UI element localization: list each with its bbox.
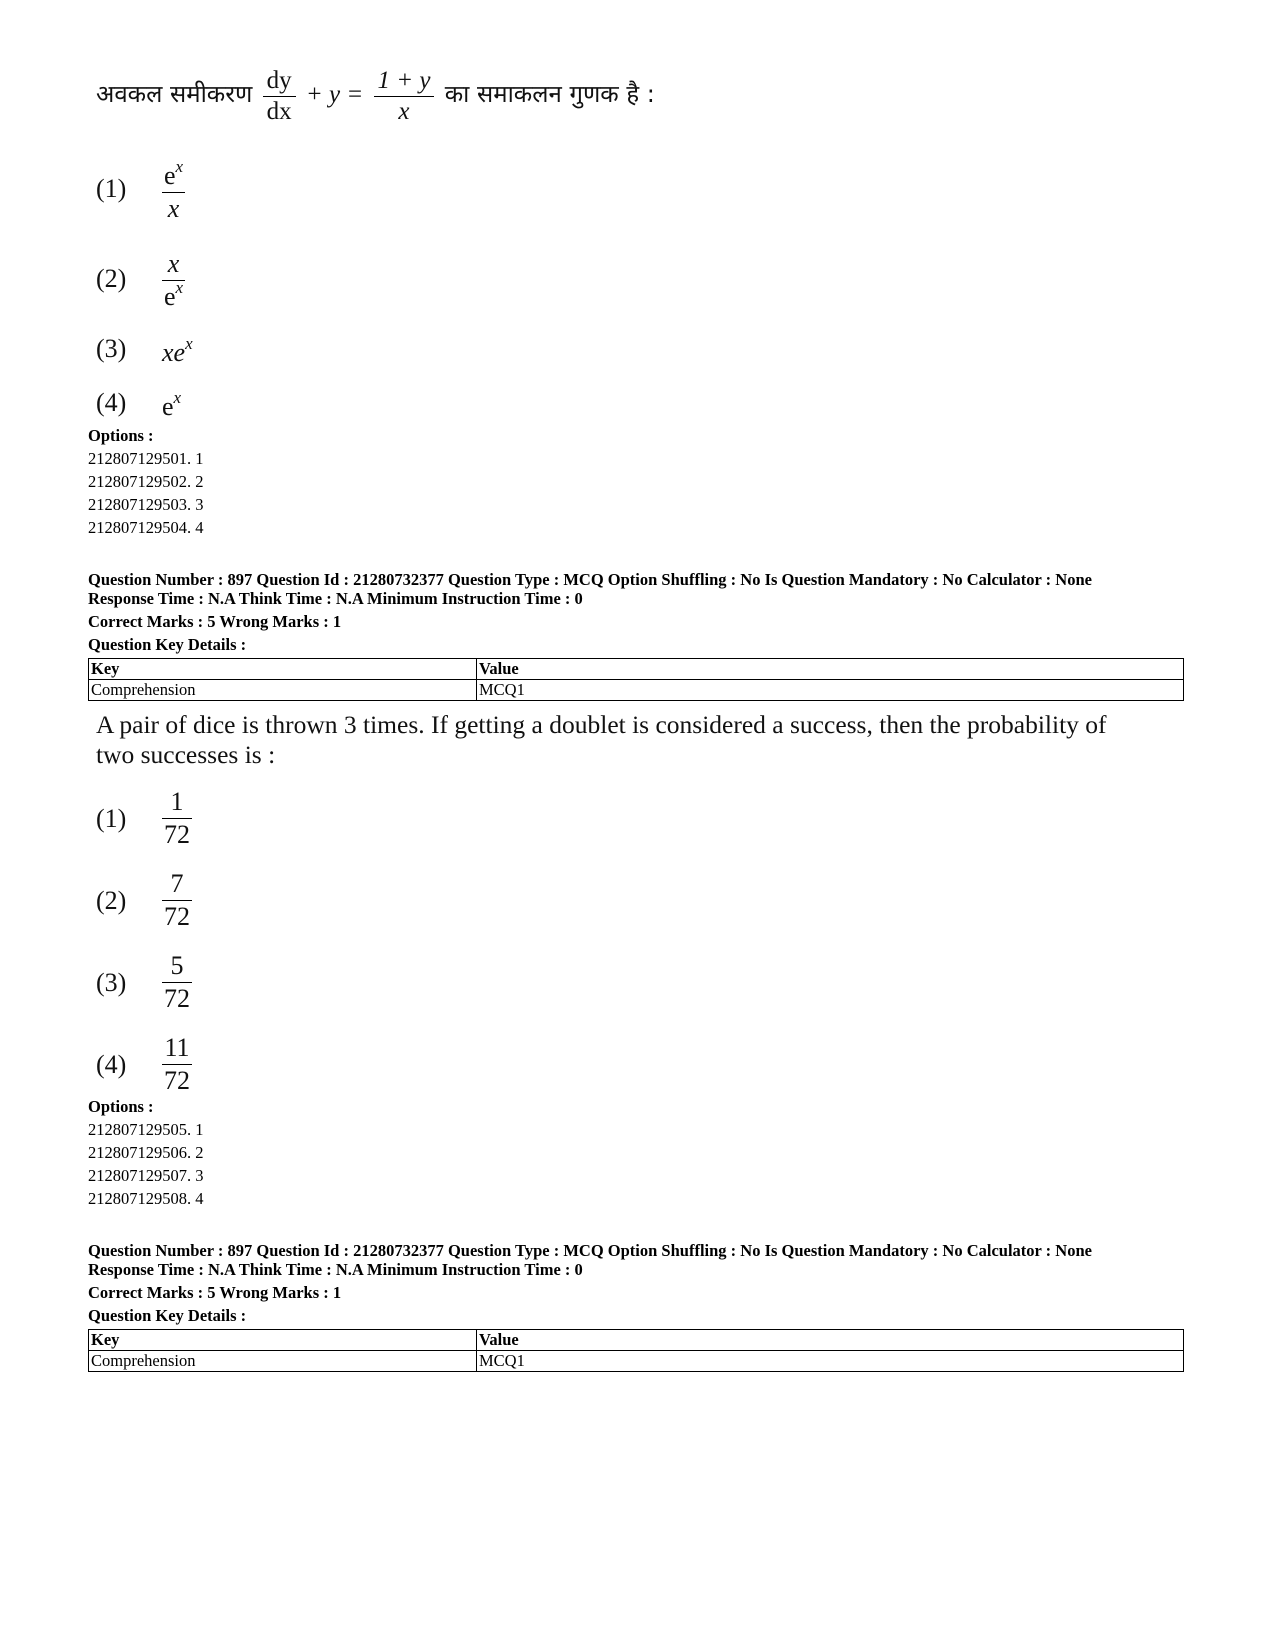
fraction-numerator: 11 (162, 1032, 192, 1065)
table-cell-value: MCQ1 (477, 680, 1184, 701)
table-header-row (89, 1330, 1184, 1351)
fraction-denominator: 72 (164, 902, 190, 931)
expression-exponent: x (185, 334, 193, 353)
q1-option-2: 212807129502. 2 (88, 472, 204, 491)
q1-option-1: 212807129501. 1 (88, 449, 204, 468)
fraction-denominator: 72 (164, 820, 190, 849)
derivative-denominator: dx (266, 98, 292, 125)
choice-expression (162, 388, 182, 422)
table-row (89, 680, 1184, 701)
choice-expression (162, 334, 193, 368)
key-details-heading: Question Key Details : (88, 635, 247, 654)
fraction-numerator: 7 (162, 868, 192, 901)
denominator-base: e (164, 282, 176, 311)
choice-label: (3) (96, 334, 127, 363)
q2-option-1: 212807129505. 1 (88, 1120, 204, 1139)
table-cell-key: Comprehension (89, 1351, 477, 1372)
fraction-numerator: 5 (162, 950, 192, 983)
q2-options-heading: Options : (88, 1097, 154, 1116)
fraction-numerator: x (162, 248, 185, 281)
fraction-numerator: 1 (162, 786, 192, 819)
q2-option-4: 212807129508. 4 (88, 1189, 204, 1208)
table-header-value: Value (477, 1330, 1184, 1351)
denominator-exponent: x (175, 278, 184, 297)
fraction-denominator: 72 (164, 984, 190, 1013)
key-value-table (88, 1329, 1184, 1372)
derivative-numerator: dy (263, 66, 296, 97)
choice-expression (162, 248, 185, 313)
marks-info-line: Correct Marks : 5 Wrong Marks : 1 (88, 1283, 342, 1302)
expression-base: e (162, 392, 174, 421)
rhs-fraction (374, 66, 435, 127)
q1-option-3: 212807129503. 3 (88, 495, 204, 514)
choice-expression (162, 1032, 192, 1097)
table-header-value: Value (477, 659, 1184, 680)
rhs-numerator: 1 + y (374, 66, 435, 97)
choice-label: (2) (96, 886, 127, 915)
fraction-numerator (162, 157, 185, 193)
numerator-base: e (164, 161, 176, 190)
table-row (89, 1351, 1184, 1372)
choice-label: (4) (96, 388, 127, 417)
question-1-prefix: अवकल समीकरण (96, 80, 253, 109)
fraction-denominator (162, 278, 185, 313)
timing-info-line: Response Time : N.A Think Time : N.A Minimum Instruction Time : 0 (88, 1260, 583, 1279)
fraction-denominator: 72 (164, 1066, 190, 1095)
q1-options-heading: Options : (88, 426, 154, 445)
rhs-denominator: x (398, 98, 410, 125)
choice-label: (2) (96, 264, 127, 293)
key-details-heading: Question Key Details : (88, 1306, 247, 1325)
question-2-text (96, 710, 1107, 770)
key-value-table (88, 658, 1184, 701)
table-header-key: Key (89, 1330, 477, 1351)
expression-base: xe (162, 338, 186, 367)
equation-plus-y: + y = (305, 81, 364, 109)
choice-label: (3) (96, 968, 127, 997)
q1-option-4: 212807129504. 4 (88, 518, 204, 537)
expression-exponent: x (173, 388, 182, 407)
question-1-text (96, 66, 655, 127)
numerator-exponent: x (175, 157, 184, 176)
choice-expression (162, 950, 192, 1015)
q2-option-3: 212807129507. 3 (88, 1166, 204, 1185)
question-2-line-1: A pair of dice is thrown 3 times. If getting a doublet is considered a success, then the probability of (96, 710, 1107, 739)
question-info-line: Question Number : 897 Question Id : 21280732377 Question Type : MCQ Option Shuffling : No Is Question Mandatory : No Calculator : None (88, 570, 1092, 589)
choice-expression (162, 157, 185, 225)
table-header-key: Key (89, 659, 477, 680)
choice-label: (4) (96, 1050, 127, 1079)
table-cell-key: Comprehension (89, 680, 477, 701)
choice-label: (1) (96, 174, 127, 203)
q2-option-2: 212807129506. 2 (88, 1143, 204, 1162)
marks-info-line: Correct Marks : 5 Wrong Marks : 1 (88, 612, 342, 631)
table-cell-value: MCQ1 (477, 1351, 1184, 1372)
derivative-fraction (263, 66, 296, 127)
choice-expression (162, 786, 192, 851)
question-2-line-2: two successes is : (96, 740, 276, 769)
choice-label: (1) (96, 804, 127, 833)
fraction-denominator: x (167, 194, 180, 223)
table-header-row (89, 659, 1184, 680)
question-1-suffix: का समाकलन गुणक है : (444, 80, 655, 109)
choice-expression (162, 868, 192, 933)
timing-info-line: Response Time : N.A Think Time : N.A Minimum Instruction Time : 0 (88, 589, 583, 608)
question-info-line: Question Number : 897 Question Id : 21280732377 Question Type : MCQ Option Shuffling : No Is Question Mandatory : No Calculator : None (88, 1241, 1092, 1260)
